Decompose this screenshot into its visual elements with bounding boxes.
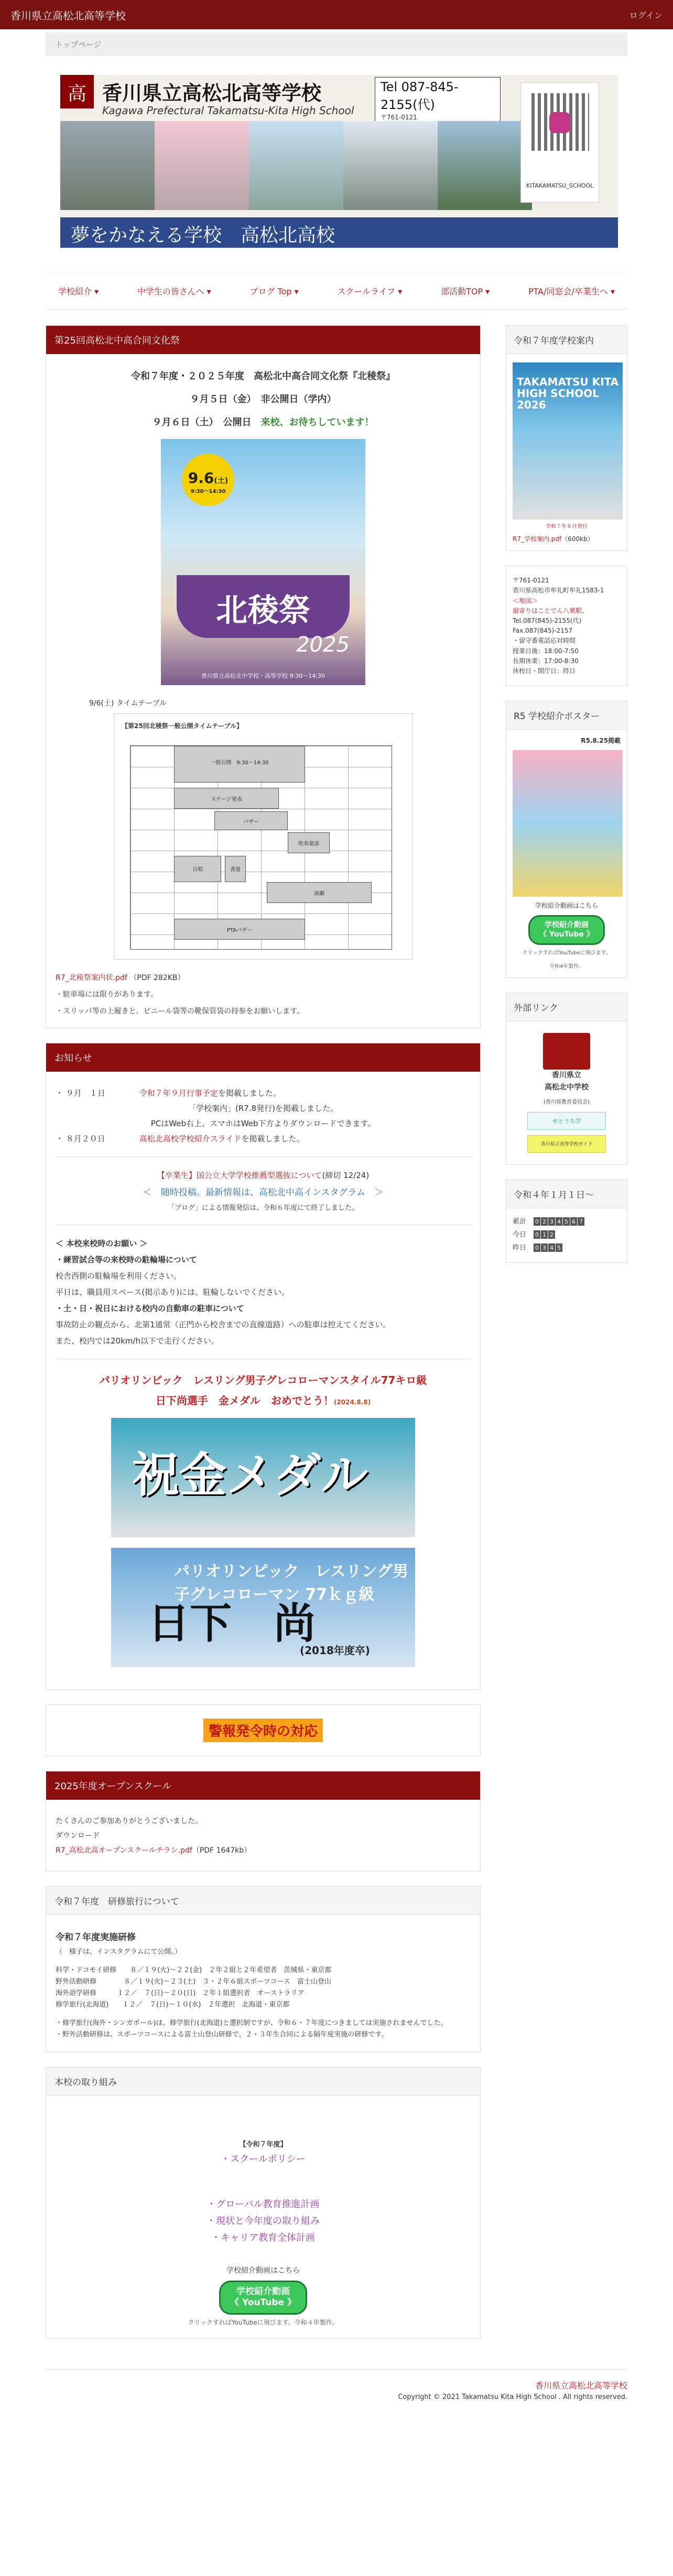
trip-panel (46, 1886, 481, 2052)
news-link-slides[interactable]: 高松北高校学校紹介スライド (139, 1134, 242, 1143)
info-station: 最寄りはことでん八栗駅、 (513, 607, 589, 614)
timetable-grid (130, 745, 392, 950)
openschool-pdf-link[interactable]: R7_高松北高オープンスクールチラシ.pdf (56, 1846, 192, 1855)
gold-medal-banner: 祝金メダル (111, 1418, 415, 1537)
qr-caption: KITAKAMATSU_SCHOOL (526, 182, 594, 189)
timetable-label: 9/6(土) タイムテーブル (89, 699, 167, 708)
news-item: ・ ９月 １日 令和７年９月行事予定を掲載しました。 (56, 1088, 281, 1098)
visit-p3: 事故防止の観点から、北第1通常（正門から校舎までの直線道路）への駐車は控えてください。 (56, 1320, 391, 1329)
festival-open-day: ９月６日（土） 公開日 (152, 417, 261, 428)
trip-note: （ 様子は、インスタグラムにて公開。） (56, 1948, 181, 1956)
top-navbar (0, 0, 673, 29)
counter-digit: 4 (548, 1243, 555, 1252)
site-name-link[interactable]: 香川県立高松北高等学校 (10, 9, 126, 22)
campus-photos (60, 121, 532, 210)
counter-heading: 令和４年１月１日〜 (506, 1180, 627, 1208)
initiatives-heading: 本校の取り組み (46, 2067, 480, 2096)
counter-digit: 0 (534, 1230, 540, 1239)
school-logo-icon (60, 75, 94, 108)
info-hours1: 授業日後：18:00-7:50 (513, 647, 579, 655)
info-fax: Fax.087(845)-2157 (513, 627, 573, 635)
guide-pdf-size: （600kb） (561, 535, 594, 543)
info-hours3: 休校日・閉庁日：終日 (513, 667, 576, 675)
medal-line1: パリオリンピック レスリング男子グレコローマンスタイル77キロ級 (99, 1374, 427, 1386)
festival-line1: 令和７年度・２０２５年度 高松北中高合同文化祭『北稜祭』 (131, 371, 395, 382)
side-guide-heading: 令和７年度学校案内 (506, 326, 627, 354)
counter-digit: 5 (556, 1243, 562, 1252)
tel-number: Tel 087-845-2155(代) (381, 80, 459, 112)
medal-line2: 日下尚選手 金メダル おめでとう！(2024.8.8) (155, 1394, 371, 1407)
openschool-heading: 2025年度オープンスクール (46, 1771, 480, 1800)
counter-digit: 1 (541, 1230, 548, 1239)
side-guide (506, 325, 627, 551)
sidebar (506, 325, 627, 2353)
info-postal: 〒761-0121 (513, 577, 549, 585)
info-map-link[interactable]: ＜地図＞ (513, 597, 538, 604)
openschool-pdf-size: （PDF 1647kb） (192, 1846, 252, 1855)
ext-heading: 外部リンク (506, 993, 627, 1021)
tt-block-stage: ステージ発表 (174, 788, 279, 809)
photo-school-stone (60, 121, 155, 210)
ext-board: (香川県教育委員会) (544, 1099, 590, 1106)
tt-block-pta: PTAバザー (174, 919, 305, 940)
nav-school-intro[interactable]: 学校紹介 ▾ (58, 286, 99, 296)
trip-row: 野外活動研修 ８／１９(火)〜２３(土) ３・２年６組スポーツコース 富士山登山 (56, 1978, 331, 1986)
poster-date-badge: 9.6(土) 9:30〜14:30 (182, 454, 234, 506)
counter-total: 累計 0 2 3 4 5 6 7 (513, 1217, 621, 1228)
tt-block-chorus: 合唱 (174, 856, 221, 882)
r5-video-label: 学校紹介動画はこちら (535, 902, 598, 910)
side-r5-poster (506, 701, 627, 978)
athlete-banner: パリオリンピック レスリング男子グレコローマン 77ｋｇ級 日下 尚 (2018年度卒) (111, 1548, 415, 1667)
news-heading: お知らせ (46, 1043, 480, 1072)
brochure-image[interactable]: TAKAMATSU KITA HIGH SCHOOL 2026 (513, 362, 623, 520)
visit-p2: 平日は、職員用スペース(掲示あり)には、駐輪しないでください。 (56, 1287, 289, 1297)
timetable-title: 【第25回北稜祭一般公開タイムテーブル】 (122, 722, 243, 730)
counter-digit: 0 (534, 1217, 540, 1226)
trip-row: 科学・ドコモイ研修 ８／１９(火)〜２２(金) ２年２組と２年希望者 茨城県・東京都 (56, 1966, 332, 1974)
breadcrumb-top[interactable]: トップページ (55, 40, 102, 49)
festival-attachment (56, 972, 471, 983)
visit-p4: また、校内では20km/h以下で走行ください。 (56, 1336, 219, 1346)
visit-sub1: ・練習試合等の来校時の駐輪場について (56, 1255, 197, 1264)
video-click-note: クリックすればYouTubeに飛びます。令和４年製作。 (188, 2318, 339, 2326)
school-title: 香川県立高松北高等学校 (102, 81, 322, 105)
photo-cherry-blossoms (155, 121, 249, 210)
footer-school-name: 香川県立高松北高等学校 (535, 2380, 627, 2391)
counter-digit: 3 (541, 1243, 548, 1252)
counter-digit: 0 (534, 1243, 540, 1252)
counter-yesterday: 昨日 0 3 4 5 (513, 1243, 621, 1254)
visit-notice (56, 1238, 471, 1346)
news-link-schedule[interactable]: 令和７年９月行事予定 (139, 1088, 218, 1098)
recruit-link[interactable]: 国公立大学学校推薦型選抜について (196, 1171, 322, 1180)
counter-digit: 6 (570, 1217, 577, 1226)
junior-high-logo-icon[interactable] (543, 1033, 590, 1070)
instagram-notice[interactable]: ＜ 随時投稿。最新情報は、高松北中高インスタグラム ＞ (143, 1187, 384, 1198)
visit-p1: 校舎西側の駐輪場を利用ください。 (56, 1271, 182, 1281)
timetable-image (114, 713, 413, 960)
nav-club[interactable]: 部活動TOP ▾ (441, 286, 490, 296)
footer-copyright: Copyright © 2021 Takamatsu Kita High School . All rights reserved. (398, 2393, 627, 2401)
brochure-caption: 令和７年８月発行 (546, 524, 588, 530)
news-item: PCはWeb右上、スマホはWeb下方よりダウンロードできます。 (150, 1119, 376, 1128)
r5-youtube-button[interactable]: 学校紹介動画 《 YouTube 》 (513, 915, 621, 945)
photo-campus-grounds (438, 121, 532, 210)
r5-heading: R5 学校紹介ポスター (506, 701, 627, 730)
festival-pdf-link[interactable]: R7_北稜祭案内状.pdf (56, 974, 127, 982)
info-tel: Tel.087(845)-2155(代) (513, 617, 582, 624)
main-column (46, 325, 481, 2353)
festival-poster[interactable] (161, 439, 365, 685)
nav-junior-high[interactable]: 中学生の皆さんへ ▾ (137, 286, 211, 296)
career-plan-link[interactable]: ・キャリア教育全体計画 (211, 2232, 315, 2243)
r5-click-note: クリックすればYouTubeに飛びます。 (522, 950, 611, 956)
side-info (506, 566, 627, 686)
school-motto: 夢をかなえる学校 高松北高校 (60, 217, 618, 248)
festival-note1: ・駐車場には限りがあります。 (56, 990, 158, 999)
trip-footnote1: ・修学旅行(海外・シンガポール)は、修学旅行(北海道)と選択制ですが、令和６・７年度につきましては実施されませんでした。 (56, 2019, 448, 2027)
info-address: 香川県高松市牟礼町牟礼1583-1 (513, 587, 604, 595)
news-item: ・ ８月２０日 高松北高校学校紹介スライドを掲載しました。 (56, 1134, 305, 1143)
side-counter (506, 1180, 627, 1262)
school-title-en: Kagawa Prefectural Takamatsu-Kita High School (102, 104, 354, 117)
trip-row: 修学旅行(北海道) １２／ ７(日)〜１０(水) ２年選択 北海道・東京都 (56, 2001, 290, 2009)
trip-subheading: 令和７年度実施研修 (56, 1932, 136, 1943)
nav-blog[interactable]: ブログ Top ▾ (249, 286, 299, 296)
global-plan-link[interactable]: ・グローバル教育推進計画 (207, 2199, 320, 2210)
info-hours2: 長期休業：17:00-8:30 (513, 657, 579, 665)
footer (46, 2369, 627, 2401)
photo-building-trees (249, 121, 343, 210)
visit-sub2: ・土・日・祝日における校内の自動車の駐車について (56, 1304, 244, 1313)
photo-school-building (343, 121, 438, 210)
address: 〒761-0121 (381, 114, 417, 121)
trip-row: 海外語学研修 １２／ ７(日)〜２０(日) ２年１組選択者 オーストラリア (56, 1989, 305, 1997)
tt-block-bazaar: バザー (214, 811, 288, 830)
instagram-qr[interactable] (520, 82, 599, 203)
trip-heading: 令和７年度 研修旅行について (46, 1887, 480, 1915)
warning-link[interactable]: 警報発令時の対応 (203, 1719, 323, 1742)
counter-digit: 5 (563, 1217, 570, 1226)
info-answering: ・留守番電話応対時間 (513, 637, 576, 645)
festival-heading: 第25回高松北中高合同文化祭 (46, 326, 480, 354)
poster-title: 北稜祭 (177, 575, 350, 638)
video-label: 学校紹介動画はこちら (226, 2266, 300, 2275)
main-nav (46, 272, 627, 310)
festival-panel (46, 325, 481, 1028)
openschool-thanks: たくさんのご参加ありがとうございました。 (56, 1817, 202, 1825)
news-item: 「学校案内」(R7.8発行)を掲載しました。 (188, 1104, 338, 1113)
junior-high-link[interactable]: 香川県立 高松北中学校 (545, 1071, 589, 1092)
counter-digit: 7 (578, 1217, 584, 1226)
trip-footnote2: ・野外活動研修は、スポーツコースによる富士山登山研修で、２・３年生合同による隔年度実施の研修です。 (56, 2031, 388, 2039)
recruit-notice: 【卒業生】国公立大学学校推薦型選抜について(締切 12/24) (157, 1171, 370, 1180)
festival-welcome: 来校、お待ちしています！ (260, 417, 374, 428)
nav-pta[interactable]: PTA/同窓会/卒業生へ ▾ (528, 286, 615, 296)
instagram-icon (549, 112, 570, 133)
initiatives-year: 【令和７年度】 (239, 2141, 287, 2149)
counter-digit: 4 (556, 1217, 562, 1226)
openschool-panel (46, 1771, 481, 1872)
counter-today: 今日 0 1 2 (513, 1230, 621, 1241)
news-panel (46, 1043, 481, 1690)
school-policy-link[interactable]: ・スクールポリシー (221, 2154, 306, 2165)
status-link[interactable]: ・現状と今年度の取り組み (207, 2216, 320, 2227)
festival-pdf-size: （PDF 282KB） (129, 974, 185, 982)
r5-caption: R5.8.25掲載 (581, 737, 621, 745)
side-external-links (506, 993, 627, 1165)
breadcrumb (46, 32, 627, 56)
login-link[interactable]: ログイン (629, 10, 663, 20)
counter-digit: 2 (541, 1217, 548, 1226)
poster-year: 2025 (296, 633, 350, 657)
festival-line3 (56, 415, 471, 428)
nav-school-life[interactable]: スクールライフ ▾ (337, 286, 403, 296)
hs-guide-link[interactable]: 香川県立高等学校ガイド (527, 1135, 606, 1153)
youtube-video-button[interactable]: 学校紹介動画 《 YouTube 》 (56, 2281, 471, 2315)
festival-line2: ９月５日（金） 非公開日（学内） (190, 394, 336, 405)
openschool-download: ダウンロード (56, 1832, 100, 1840)
blog-ended-note: 「ブログ」による情報発信は、令和６年度にて終了しました。 (167, 1204, 359, 1212)
counter-digit: 3 (548, 1217, 555, 1226)
initiatives-panel (46, 2067, 481, 2339)
header-banner (46, 75, 627, 248)
counter-digit: 2 (548, 1230, 555, 1239)
tt-block-drama: 演劇 (267, 882, 372, 903)
visit-heading: ＜ 本校来校時のお願い ＞ (56, 1239, 148, 1248)
festival-note2: ・スリッパ等の上履きと、ビニール袋等の靴保管袋の持参をお願いします。 (56, 1007, 305, 1016)
tt-block-calligraphy: 書道 (225, 856, 246, 882)
warning-panel (46, 1704, 481, 1756)
r5-poster-image[interactable] (513, 750, 623, 897)
r5-made-note: 令和4年製作。 (549, 964, 584, 970)
guide-pdf-link[interactable]: R7_学校案内.pdf (513, 535, 562, 543)
tt-block-public: 一般公開 9:30〜14:30 (174, 746, 305, 783)
setouchi-link[interactable]: せとうち学 (527, 1112, 606, 1130)
poster-foot: 香川県立高松北中学校・高等学校 9:30〜14:30 (201, 673, 325, 679)
tt-block-brass: 吹奏楽部 (288, 832, 330, 853)
